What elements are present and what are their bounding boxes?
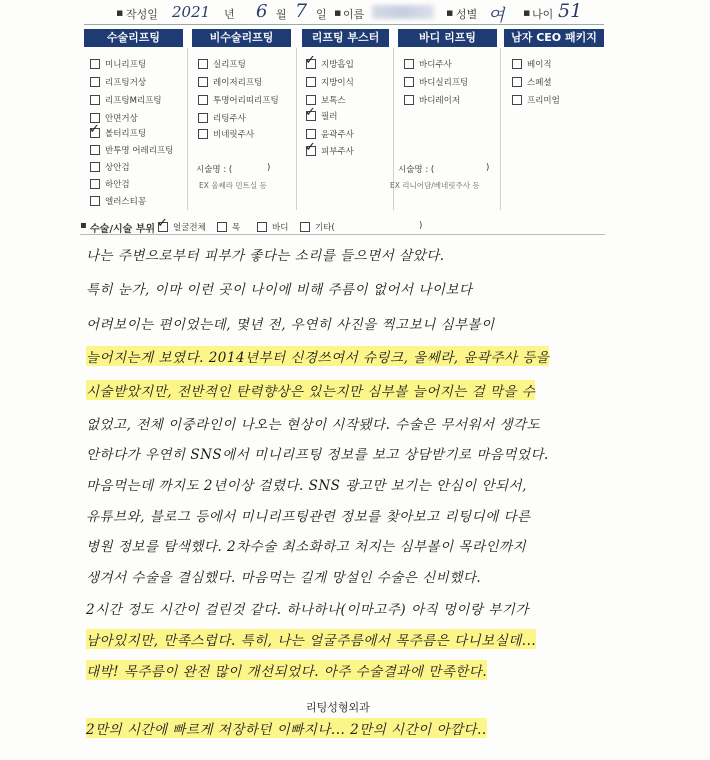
checkbox[interactable] [90, 77, 100, 87]
option-filler[interactable]: ✓ 필러 [306, 110, 337, 122]
category-header-nonsurgical-lifting: 비수술리프팅 [192, 29, 291, 47]
option-cheek-lifting[interactable]: ✓ 볼터리프팅 [90, 127, 146, 139]
handwriting-line-15: 2만의 시간에 빠르게 저장하던 이빠지나... 2만의 시간이 아깝다.. [86, 718, 487, 738]
checkbox[interactable] [306, 95, 316, 105]
checkbox-checked[interactable] [306, 111, 316, 121]
option-liposuction[interactable]: ✓ 지방흡입 [306, 58, 354, 70]
column-divider [500, 48, 501, 210]
clinic-name: 리팅성형외과 [306, 701, 370, 714]
handwriting-line-6: 없었고, 전체 이중라인이 나오는 현상이 시작됐다. 수술은 무서워서 생각도 [86, 417, 541, 433]
date-label: 작성일 [126, 8, 158, 21]
checkbox[interactable] [306, 77, 316, 87]
handwriting-line-1: 나는 주변으로부터 피부가 좋다는 소리를 들으면서 살았다. [86, 248, 445, 264]
category-header-body-lifting: 바디 리프팅 [398, 29, 497, 47]
handwriting-line-9: 유튜브와, 블로그 등에서 미니리프팅관련 정보를 찾아보고 리팅디에 다른 [86, 509, 531, 525]
option-botox[interactable]: 보톡스 [306, 94, 346, 106]
option-elasti[interactable]: 엘러스티꽁 [90, 195, 146, 207]
option-body-thread-lifting[interactable]: 바디실리프팅 [404, 76, 468, 88]
checkbox[interactable] [300, 222, 310, 232]
handwriting-line-14: 대박! 목주름이 완전 많이 개선되었다. 아주 수술결과에 만족한다. [86, 660, 487, 680]
category-header-surgical-lifting: 수술리프팅 [84, 29, 183, 47]
checkbox[interactable] [404, 59, 414, 69]
handwriting-line-11: 생겨서 수술을 결심했다. 마음먹는 길게 망설인 수술은 신비했다. [86, 570, 482, 586]
checkbox[interactable] [198, 113, 208, 123]
header-underline [84, 24, 604, 25]
checkbox[interactable] [512, 95, 522, 105]
column-divider [187, 48, 188, 210]
checkbox[interactable] [90, 59, 100, 69]
handwriting-area [80, 234, 605, 695]
option-lower-eyelid[interactable]: 하안검 [90, 178, 130, 190]
age-value: 51 [558, 0, 583, 22]
option-mini-lifting[interactable]: 미니리프팅 [90, 58, 146, 70]
option-laser-lifting[interactable]: 레이저리프팅 [198, 76, 262, 88]
option-lifting-injection[interactable]: 리팅주사 [198, 112, 246, 124]
option-fat-graft[interactable]: 지방이식 [306, 76, 354, 88]
checkbox[interactable] [404, 95, 414, 105]
checkbox[interactable] [90, 95, 100, 105]
area-option-neck[interactable]: 목 [217, 221, 240, 233]
option-premium[interactable]: 프리미엄 [512, 94, 560, 106]
handwriting-line-7: 안하다가 우연히 SNS에서 미니리프팅 정보를 보고 상담받기로 마음먹었다. [86, 447, 549, 463]
bullet-icon: ▪ [446, 6, 454, 19]
bullet-icon: ▪ [80, 220, 87, 231]
name-label: 이름 [343, 8, 365, 21]
column-divider [296, 48, 297, 210]
option-face-lift[interactable]: 안면거상 [90, 112, 138, 124]
handwriting-line-10: 병원 정보를 탐색했다. 2차수술 최소화하고 처지는 심부볼이 목라인까지 [86, 539, 527, 555]
checkbox[interactable] [404, 77, 414, 87]
checkbox[interactable] [90, 145, 100, 155]
bullet-icon: ▪ [116, 6, 124, 19]
procedure-name-label-1: 시술명 : ( [196, 165, 233, 175]
checkbox[interactable] [217, 222, 227, 232]
checkbox[interactable] [198, 95, 208, 105]
date-day-unit: 일 [316, 8, 327, 21]
bullet-icon: ▪ [523, 6, 531, 19]
procedure-name-close-1: ) [267, 163, 271, 173]
option-thread-lifting[interactable]: 실리프팅 [198, 58, 246, 70]
area-label: 수술/시술 부위 [90, 224, 156, 235]
date-day: 7 [295, 0, 308, 22]
area-option-body[interactable]: 바디 [257, 221, 288, 233]
option-contour-injection[interactable]: 윤곽주사 [306, 128, 354, 140]
option-band-lifting[interactable]: 투명어리띠리프팅 [198, 94, 279, 106]
checkbox[interactable] [198, 77, 208, 87]
handwriting-line-2: 특히 눈가, 이마 이런 곳이 나이에 비해 주름이 없어서 나이보다 [86, 282, 473, 298]
date-month: 6 [256, 1, 268, 22]
option-body-laser[interactable]: 바디레이저 [404, 94, 460, 106]
checkbox[interactable] [90, 196, 100, 206]
category-header-lifting-booster: 리프팅 부스터 [302, 29, 389, 47]
checkbox[interactable] [90, 162, 100, 172]
gender-label: 성별 [456, 8, 478, 21]
handwriting-line-5: 시술받았지만, 전반적인 탄력향상은 있는지만 심부볼 늘어지는 걸 막을 수 [86, 380, 535, 400]
gender-value: 여 [488, 6, 505, 26]
handwriting-line-12: 2시간 정도 시간이 걸린것 같다. 하나하나(이마고주) 아직 멍이랑 부기가 [86, 602, 529, 618]
option-benefit-injection[interactable]: 비네릿주사 [198, 128, 254, 140]
handwriting-line-3: 어려보이는 편이었는데, 몇년 전, 우연히 사진을 찍고보니 심부볼이 [86, 317, 495, 333]
checkbox[interactable] [90, 179, 100, 189]
checkbox[interactable] [512, 59, 522, 69]
checkbox-checked[interactable] [306, 146, 316, 156]
checkbox[interactable] [306, 129, 316, 139]
option-translucent-lifting[interactable]: 반투명 어레리프팅 [90, 144, 173, 156]
checkbox[interactable] [198, 59, 208, 69]
option-special[interactable]: 스페셜 [512, 76, 552, 88]
procedure-example-2: EX 리니어담/베네릿주사 등 [390, 181, 480, 190]
handwriting-line-13: 남아있지만, 만족스럽다. 특히, 나는 얼굴주름에서 목주름은 다니보실데... [86, 629, 536, 649]
date-year: 2021 [172, 3, 211, 21]
checkbox[interactable] [198, 129, 208, 139]
area-option-whole-face[interactable]: ✓ 얼굴전체 [158, 221, 206, 233]
option-skin-injection[interactable]: ✓ 피부주사 [306, 145, 354, 157]
checkbox-checked[interactable] [90, 128, 100, 138]
date-month-unit: 월 [276, 8, 287, 21]
area-other-close: ) [419, 221, 423, 231]
bullet-icon: ▪ [334, 6, 342, 19]
option-upper-eyelid[interactable]: 상안검 [90, 161, 130, 173]
age-label: 나이 [532, 8, 554, 21]
checkbox[interactable] [257, 222, 267, 232]
checkbox-checked[interactable] [158, 222, 168, 232]
handwriting-line-4: 늘어지는게 보였다. 2014년부터 신경쓰여서 슈링크, 울쎄라, 윤곽주사 등을 [86, 346, 549, 366]
option-basic[interactable]: 베이직 [512, 58, 552, 70]
procedure-name-label-2: 시술명 : ( [398, 165, 435, 175]
option-m-lifting[interactable]: 리프팅M리프팅 [90, 94, 162, 106]
checkbox[interactable] [512, 77, 522, 87]
area-option-other[interactable]: 기타( [300, 221, 335, 233]
procedure-name-close-2: ) [486, 163, 490, 173]
procedure-example-1: EX 울쎄라 민트실 등 [199, 181, 267, 190]
category-header-ceo-package: 남자 CEO 패키지 [504, 29, 604, 47]
date-year-unit: 년 [224, 8, 235, 21]
option-body-injection[interactable]: 바디주사 [404, 58, 452, 70]
option-lifting-lift[interactable]: 리프팅거상 [90, 76, 146, 88]
name-redacted [372, 5, 434, 19]
handwriting-line-8: 마음먹는데 까지도 2년이상 걸렸다. SNS 광고만 보기는 안심이 안되서, [86, 478, 527, 494]
checkbox-checked[interactable] [306, 59, 316, 69]
